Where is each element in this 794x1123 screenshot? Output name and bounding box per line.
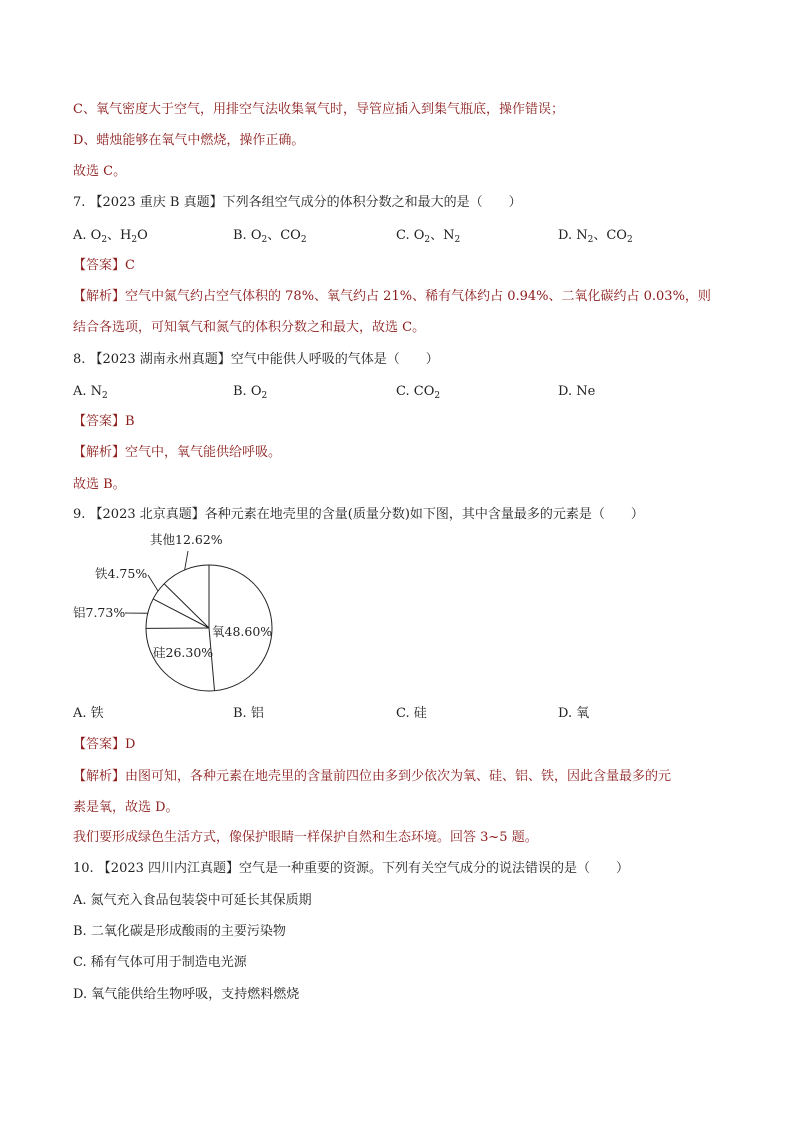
q8-option-b: B. $O_2$ (233, 384, 268, 401)
question-7: 7. 【2023 重庆 B 真题】下列各组空气成分的体积分数之和最大的是（ ） (73, 195, 522, 210)
pie-label-硅: 硅26.30% (153, 645, 214, 660)
q9-option-a: A. 铁 (73, 706, 104, 721)
q10-option-b: B. 二氧化碳是形成酸雨的主要污染物 (73, 924, 286, 939)
q8-option-c: C. $CO_2$ (396, 384, 441, 401)
q10-option-d: D. 氧气能供给生物呼吸，支持燃料燃烧 (73, 987, 300, 1002)
q7-option-d: D. $N_2$、$CO_2$ (558, 228, 633, 245)
q9-explanation-1: 【解析】由图可知，各种元素在地壳里的含量前四位由多到少依次为氧、硅、铝、铁，因此含量最多的元 (73, 769, 672, 784)
pie-leader-line-铁 (148, 575, 158, 591)
q10-option-a: A. 氮气充入食品包装袋中可延长其保质期 (73, 893, 312, 908)
pie-label-氧: 氧48.60% (212, 624, 273, 639)
crust-composition-pie-chart (64, 528, 294, 703)
q9-option-b: B. 铝 (233, 706, 264, 721)
q8-answer: 【答案】B (73, 414, 135, 429)
q8-explanation: 【解析】空气中，氧气能供给呼吸。 (73, 445, 282, 460)
q7-option-a: A. $O_2$、$H_2O$ (73, 228, 148, 245)
section-intro: 我们要形成绿色生活方式，像保护眼睛一样保护自然和生态环境。回答 3~5 题。 (73, 830, 538, 845)
q8-option-d: D. Ne (558, 384, 596, 399)
question-9: 9. 【2023 北京真题】各种元素在地壳里的含量(质量分数)如下图，其中含量最多的元素是（ ） (73, 507, 644, 522)
q9-option-d: D. 氧 (558, 706, 590, 721)
q9-explanation-2: 素是氧，故选 D。 (73, 800, 179, 815)
question-10: 10. 【2023 四川内江真题】空气是一种重要的资源。下列有关空气成分的说法错误的是（ ） (73, 861, 630, 876)
pie-label-铁: 铁4.75% (95, 566, 148, 581)
explanation-line-c: C、氧气密度大于空气，用排空气法收集氧气时，导管应插入到集气瓶底，操作错误； (73, 102, 564, 117)
q8-choice: 故选 B。 (73, 477, 126, 492)
q7-option-c: C. $O_2$、$N_2$ (396, 228, 461, 245)
answer-choice-line: 故选 C。 (73, 164, 127, 179)
question-8: 8. 【2023 湖南永州真题】空气中能供人呼吸的气体是（ ） (73, 352, 439, 367)
pie-label-铝: 铝7.73% (73, 605, 126, 620)
q10-option-c: C. 稀有气体可用于制造电光源 (73, 955, 247, 970)
q7-option-b: B. $O_2$、$CO_2$ (233, 228, 307, 245)
q7-answer: 【答案】C (73, 258, 135, 273)
pie-label-其他: 其他12.62% (150, 532, 223, 547)
explanation-line-d: D、蜡烛能够在氧气中燃烧，操作正确。 (73, 133, 305, 148)
q9-option-c: C. 硅 (396, 706, 427, 721)
q7-explanation-1: 【解析】空气中氮气约占空气体积的 78%、氧气约占 21%、稀有气体约占 0.94%、二氧化碳约占 0.03%，则 (73, 289, 711, 304)
pie-leader-line-其他 (185, 551, 188, 570)
q7-explanation-2: 结合各选项，可知氧气和氮气的体积分数之和最大，故选 C。 (73, 320, 426, 335)
q8-option-a: A. $N_2$ (73, 384, 108, 401)
q9-answer: 【答案】D (73, 737, 136, 752)
